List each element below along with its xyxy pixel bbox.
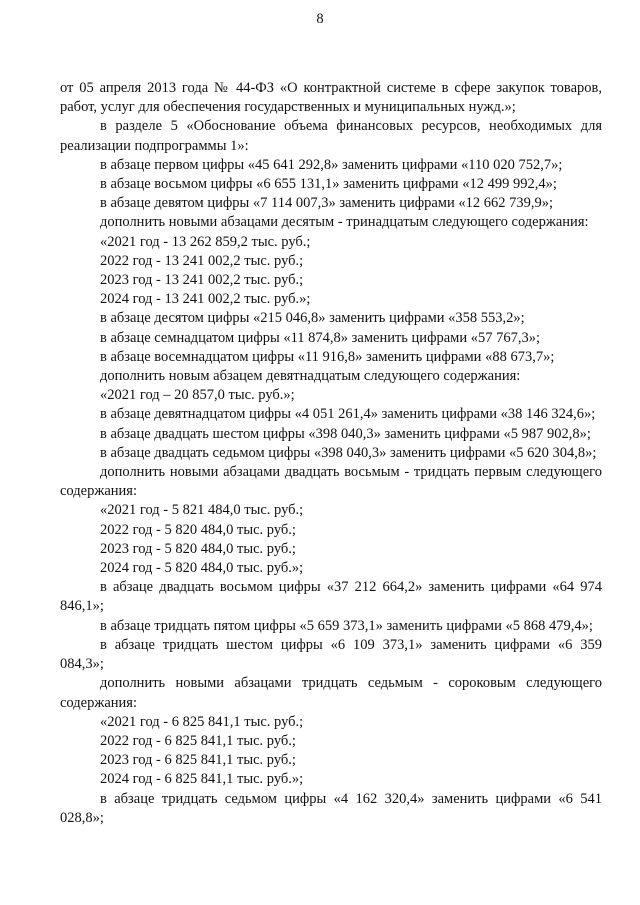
page-number: 8: [316, 11, 324, 27]
paragraph: от 05 апреля 2013 года № 44-ФЗ «О контрактной системе в сфере закупок товаров, работ, услуг для обеспечения государственных и муниципальных нужд.»;: [60, 80, 602, 116]
list-item: «2021 год - 13 262 859,2 тыс. руб.;: [100, 233, 311, 250]
paragraph: в абзаце девятнадцатом цифры «4 051 261,4» заменить цифрами «38 146 324,6»;: [100, 406, 596, 423]
paragraph: дополнить новым абзацем девятнадцатым следующего содержания:: [100, 368, 521, 385]
paragraph: дополнить новыми абзацами тридцать седьмым - сороковым следующего содержания:: [60, 675, 602, 711]
list-item: «2021 год – 20 857,0 тыс. руб.»;: [100, 387, 295, 404]
list-item: 2022 год - 13 241 002,2 тыс. руб.;: [100, 252, 304, 269]
paragraph: в абзаце двадцать восьмом цифры «37 212 664,2» заменить цифрами «64 974 846,1»;: [60, 579, 602, 615]
paragraph: в абзаце первом цифры «45 641 292,8» заменить цифрами «110 020 752,7»;: [100, 156, 563, 173]
list-item: 2024 год - 6 825 841,1 тыс. руб.»;: [100, 771, 304, 788]
paragraph: в разделе 5 «Обоснование объема финансовых ресурсов, необходимых для реализации подпрограммы 1»:: [60, 118, 602, 154]
list-item: 2022 год - 5 820 484,0 тыс. руб.;: [100, 521, 296, 538]
list-item: 2024 год - 13 241 002,2 тыс. руб.»;: [100, 291, 311, 308]
paragraph: в абзаце двадцать шестом цифры «398 040,3» заменить цифрами «5 987 902,8»;: [100, 425, 591, 442]
paragraph: в абзаце девятом цифры «7 114 007,3» заменить цифрами «12 662 739,9»;: [100, 195, 554, 212]
paragraph: в абзаце семнадцатом цифры «11 874,8» заменить цифрами «57 767,3»;: [100, 329, 540, 346]
paragraph: дополнить новыми абзацами двадцать восьмым - тридцать первым следующего содержания:: [60, 464, 602, 500]
paragraph: в абзаце десятом цифры «215 046,8» заменить цифрами «358 553,2»;: [100, 310, 525, 327]
list-item: 2023 год - 13 241 002,2 тыс. руб.;: [100, 272, 304, 289]
paragraph: в абзаце тридцать пятом цифры «5 659 373,1» заменить цифрами «5 868 479,4»;: [100, 617, 593, 634]
paragraph: дополнить новыми абзацами десятым - тринадцатым следующего содержания:: [100, 214, 589, 231]
paragraph: в абзаце восемнадцатом цифры «11 916,8» заменить цифрами «88 673,7»;: [100, 348, 555, 365]
paragraph: в абзаце тридцать шестом цифры «6 109 373,1» заменить цифрами «6 359 084,3»;: [60, 636, 602, 673]
paragraph: в абзаце двадцать седьмом цифры «398 040,3» заменить цифрами «5 620 304,8»;: [100, 444, 597, 461]
paragraph: в абзаце восьмом цифры «6 655 131,1» заменить цифрами «12 499 992,4»;: [100, 176, 557, 193]
list-item: 2022 год - 6 825 841,1 тыс. руб.;: [100, 732, 296, 749]
list-item: 2023 год - 6 825 841,1 тыс. руб.;: [100, 752, 296, 769]
list-item: «2021 год - 5 821 484,0 тыс. руб.;: [100, 502, 304, 519]
list-item: 2024 год - 5 820 484,0 тыс. руб.»;: [100, 560, 304, 577]
document-body: [60, 79, 602, 828]
list-item: «2021 год - 6 825 841,1 тыс. руб.;: [100, 713, 304, 730]
list-item: 2023 год - 5 820 484,0 тыс. руб.;: [100, 540, 296, 557]
paragraph: в абзаце тридцать седьмом цифры «4 162 320,4» заменить цифрами «6 541 028,8»;: [60, 790, 602, 826]
